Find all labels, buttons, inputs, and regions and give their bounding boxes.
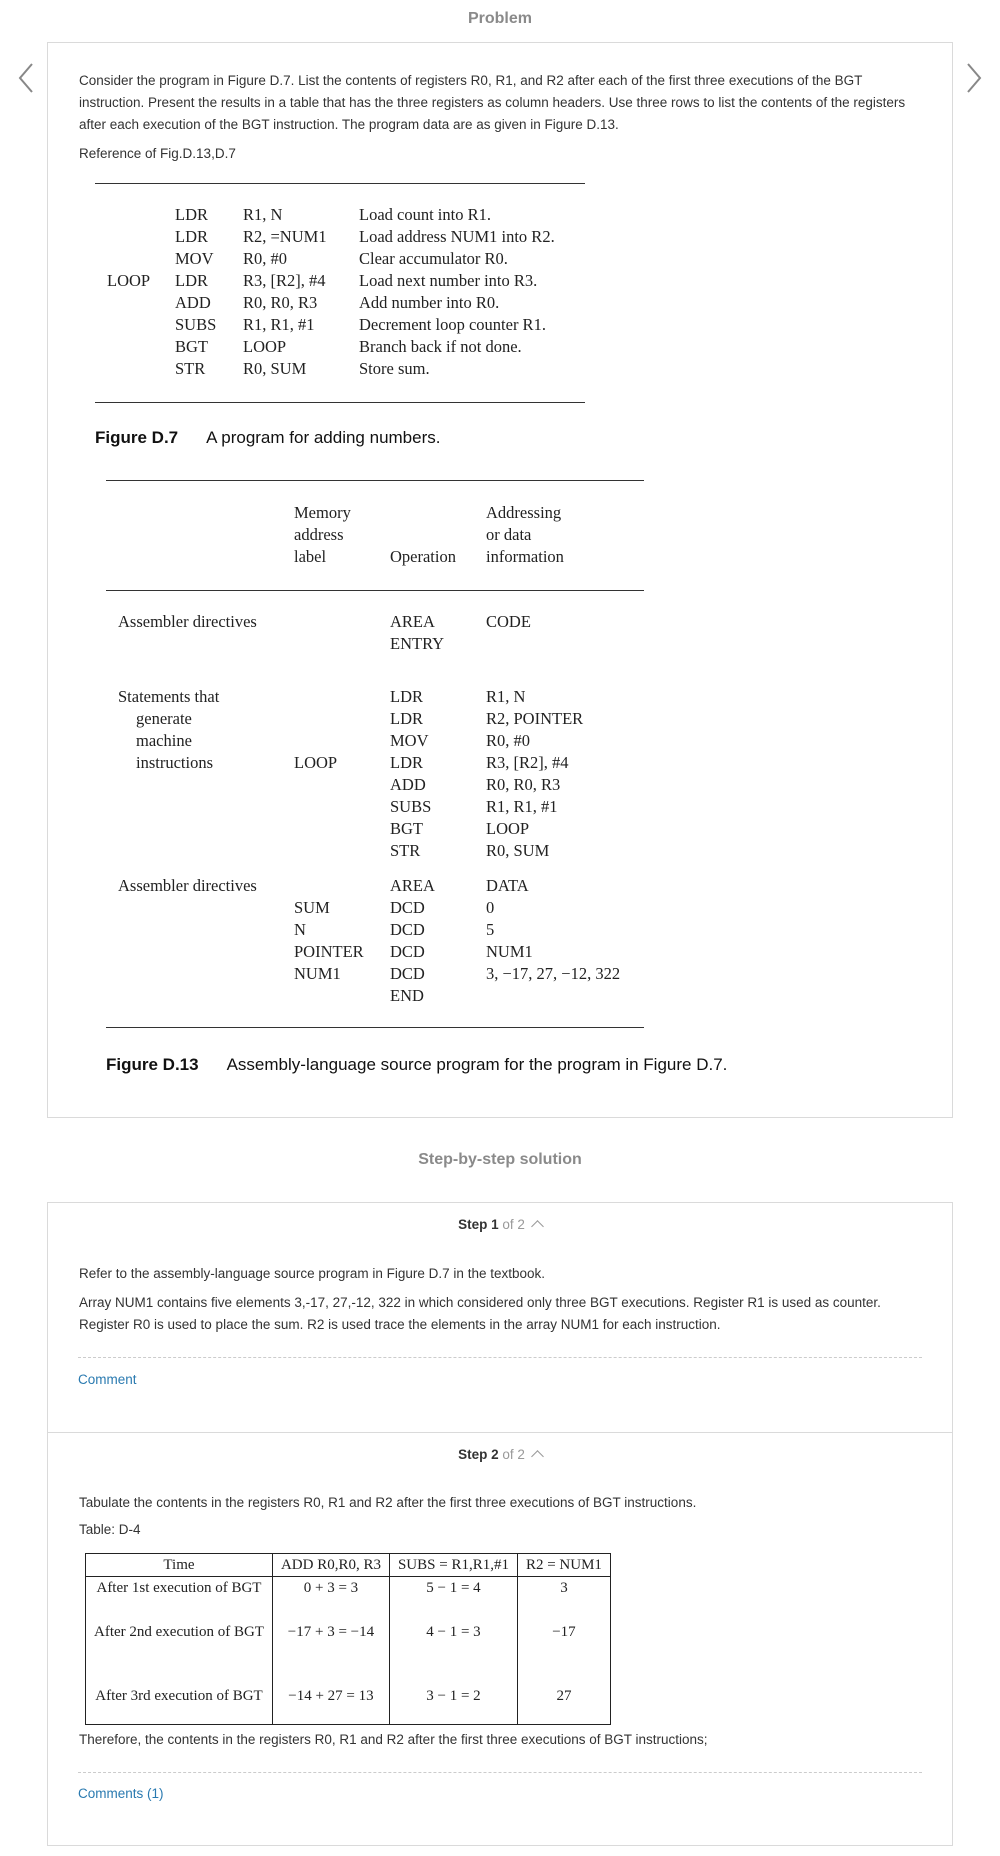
program-comment: Store sum. (359, 359, 430, 378)
divider (78, 1357, 922, 1358)
figure-d13-caption-number: Figure D.13 (106, 1055, 199, 1074)
operation: LDR (390, 753, 423, 772)
operation: DCD (390, 898, 425, 917)
program-args: LOOP (243, 337, 287, 356)
previous-arrow-icon[interactable] (14, 60, 38, 96)
program-args: R0, #0 (243, 249, 288, 268)
address-information: NUM1 (486, 942, 533, 961)
problem-text: Consider the program in Figure D.7. List the contents of registers R0, R1, and R2 after each of the first three executions of the BGT instruction. Present the results in a table that has the three registers as column headers. Use three rows to list the contents of the registers after each execution of the BGT instruction. The program data are as given in Figure D.13. (79, 73, 906, 132)
table-row (86, 1672, 611, 1725)
figure-d13-caption (106, 1055, 727, 1075)
operation: DCD (390, 920, 425, 939)
column-header-operation: Operation (390, 547, 456, 566)
address-information: R3, [R2], #4 (486, 753, 569, 772)
table-header-row (86, 1554, 611, 1577)
step2-paragraph-2: Therefore, the contents in the registers R0, R1 and R2 after the first three executions of BGT instructions; (79, 1732, 708, 1747)
step1-paragraph-1: Refer to the assembly-language source program in Figure D.7 in the textbook. (79, 1266, 545, 1281)
step2-header[interactable] (48, 1447, 952, 1462)
program-comment: Load count into R1. (359, 205, 491, 224)
chevron-up-icon[interactable] (531, 1220, 544, 1233)
section-title: machine (136, 731, 192, 750)
section-title: Assembler directives (118, 876, 257, 895)
table-caption: Table: D-4 (79, 1522, 141, 1537)
column-header-information: or data (486, 525, 532, 544)
reference-text: Reference of Fig.D.13,D.7 (79, 146, 236, 161)
operation: MOV (390, 731, 429, 750)
operation: END (390, 986, 424, 1005)
program-op: ADD (175, 293, 211, 312)
operation: LDR (390, 709, 423, 728)
address-information: R0, R0, R3 (486, 775, 561, 794)
table-cell: 5 − 1 = 4 (389, 1577, 517, 1609)
bottom-rule (95, 402, 585, 403)
program-op: BGT (175, 337, 208, 356)
operation: DCD (390, 964, 425, 983)
memory-label: N (294, 920, 306, 939)
register-table (85, 1553, 611, 1725)
figure-d7-caption-text: A program for adding numbers. (206, 428, 441, 447)
step1-header[interactable] (48, 1217, 952, 1232)
program-op: LDR (175, 227, 208, 246)
program-label: LOOP (107, 271, 151, 290)
program-comment: Clear accumulator R0. (359, 249, 508, 268)
step1-card (47, 1202, 953, 1434)
table-cell: −17 (517, 1608, 610, 1672)
next-arrow-icon[interactable] (962, 60, 986, 96)
table-header-cell: Time (86, 1554, 273, 1577)
table-cell: −17 + 3 = −14 (272, 1608, 389, 1672)
program-comment: Load next number into R3. (359, 271, 538, 290)
section-title: Statements that (118, 687, 220, 706)
operation: ENTRY (390, 634, 445, 653)
column-header-information: information (486, 547, 564, 566)
operation: STR (390, 841, 421, 860)
address-information: 0 (486, 898, 495, 917)
step1-count: of 2 (502, 1217, 525, 1232)
address-information: R2, POINTER (486, 709, 584, 728)
address-information: DATA (486, 876, 529, 895)
column-header-label: address (294, 525, 344, 544)
column-header-label: label (294, 547, 327, 566)
table-row (86, 1577, 611, 1609)
operation: BGT (390, 819, 423, 838)
table-cell: After 3rd execution of BGT (86, 1672, 273, 1725)
table-header-cell: ADD R0,R0, R3 (272, 1554, 389, 1577)
column-header-information: Addressing (486, 503, 562, 522)
table-cell: 3 (517, 1577, 610, 1609)
program-op: STR (175, 359, 206, 378)
address-information: R1, N (486, 687, 526, 706)
program-args: R3, [R2], #4 (243, 271, 326, 290)
operation: SUBS (390, 797, 432, 816)
address-information: 3, −17, 27, −12, 322 (486, 964, 621, 983)
divider (78, 1772, 922, 1773)
memory-label: NUM1 (294, 964, 341, 983)
program-op: LDR (175, 205, 208, 224)
step1-comment-link[interactable]: Comment (78, 1372, 137, 1387)
solution-header: Step-by-step solution (418, 1151, 582, 1168)
table-header-cell: R2 = NUM1 (517, 1554, 610, 1577)
section-title: instructions (136, 753, 213, 772)
top-rule (106, 480, 644, 481)
step2-paragraph-1: Tabulate the contents in the registers R0, R1 and R2 after the first three executions of BGT instructions. (79, 1495, 697, 1510)
program-args: R1, N (243, 205, 283, 224)
table-cell: After 1st execution of BGT (86, 1577, 273, 1609)
program-op: SUBS (175, 315, 217, 334)
table-cell: 4 − 1 = 3 (389, 1608, 517, 1672)
figure-d13-caption-text: Assembly-language source program for the program in Figure D.7. (226, 1055, 728, 1074)
table-cell: After 2nd execution of BGT (86, 1608, 273, 1672)
program-args: R1, R1, #1 (243, 315, 315, 334)
program-comment: Branch back if not done. (359, 337, 522, 356)
table-row (86, 1608, 611, 1672)
memory-label: POINTER (294, 942, 364, 961)
header-rule (106, 590, 644, 591)
address-information: R0, #0 (486, 731, 531, 750)
operation: ADD (390, 775, 426, 794)
program-comment: Decrement loop counter R1. (359, 315, 546, 334)
operation: AREA (390, 876, 435, 895)
step2-label: Step 2 (458, 1447, 499, 1462)
step2-comment-link[interactable]: Comments (1) (78, 1786, 164, 1801)
step2-count: of 2 (502, 1447, 525, 1462)
program-op: LDR (175, 271, 208, 290)
bottom-rule (106, 1027, 644, 1028)
operation: DCD (390, 942, 425, 961)
step1-label: Step 1 (458, 1217, 499, 1232)
table-cell: −14 + 27 = 13 (272, 1672, 389, 1725)
address-information: R0, SUM (486, 841, 550, 860)
table-cell: 3 − 1 = 2 (389, 1672, 517, 1725)
memory-label: LOOP (294, 753, 338, 772)
operation: AREA (390, 612, 435, 631)
program-op: MOV (175, 249, 214, 268)
program-comment: Load address NUM1 into R2. (359, 227, 555, 246)
table-cell: 27 (517, 1672, 610, 1725)
section-title: Assembler directives (118, 612, 257, 631)
figure-d7-caption (95, 428, 440, 448)
column-header-label: Memory (294, 503, 351, 522)
chevron-up-icon[interactable] (531, 1450, 544, 1463)
program-comment: Add number into R0. (359, 293, 500, 312)
address-information: R1, R1, #1 (486, 797, 558, 816)
table-header-cell: SUBS = R1,R1,#1 (389, 1554, 517, 1577)
section-title: generate (136, 709, 192, 728)
operation: LDR (390, 687, 423, 706)
top-rule (95, 183, 585, 184)
step1-paragraph-2: Array NUM1 contains five elements 3,-17, 27,-12, 322 in which considered only three BGT executions. Register R1 is used as counter. Register R0 is used to place the sum. R2 is used trace the elements in the array NUM1 for each instruction. (79, 1295, 881, 1332)
program-args: R0, SUM (243, 359, 307, 378)
program-args: R2, =NUM1 (243, 227, 327, 246)
program-args: R0, R0, R3 (243, 293, 318, 312)
figure-d7-caption-number: Figure D.7 (95, 428, 179, 447)
table-cell: 0 + 3 = 3 (272, 1577, 389, 1609)
address-information: CODE (486, 612, 531, 631)
memory-label: SUM (294, 898, 330, 917)
address-information: 5 (486, 920, 495, 939)
problem-header: Problem (467, 10, 532, 27)
address-information: LOOP (486, 819, 530, 838)
